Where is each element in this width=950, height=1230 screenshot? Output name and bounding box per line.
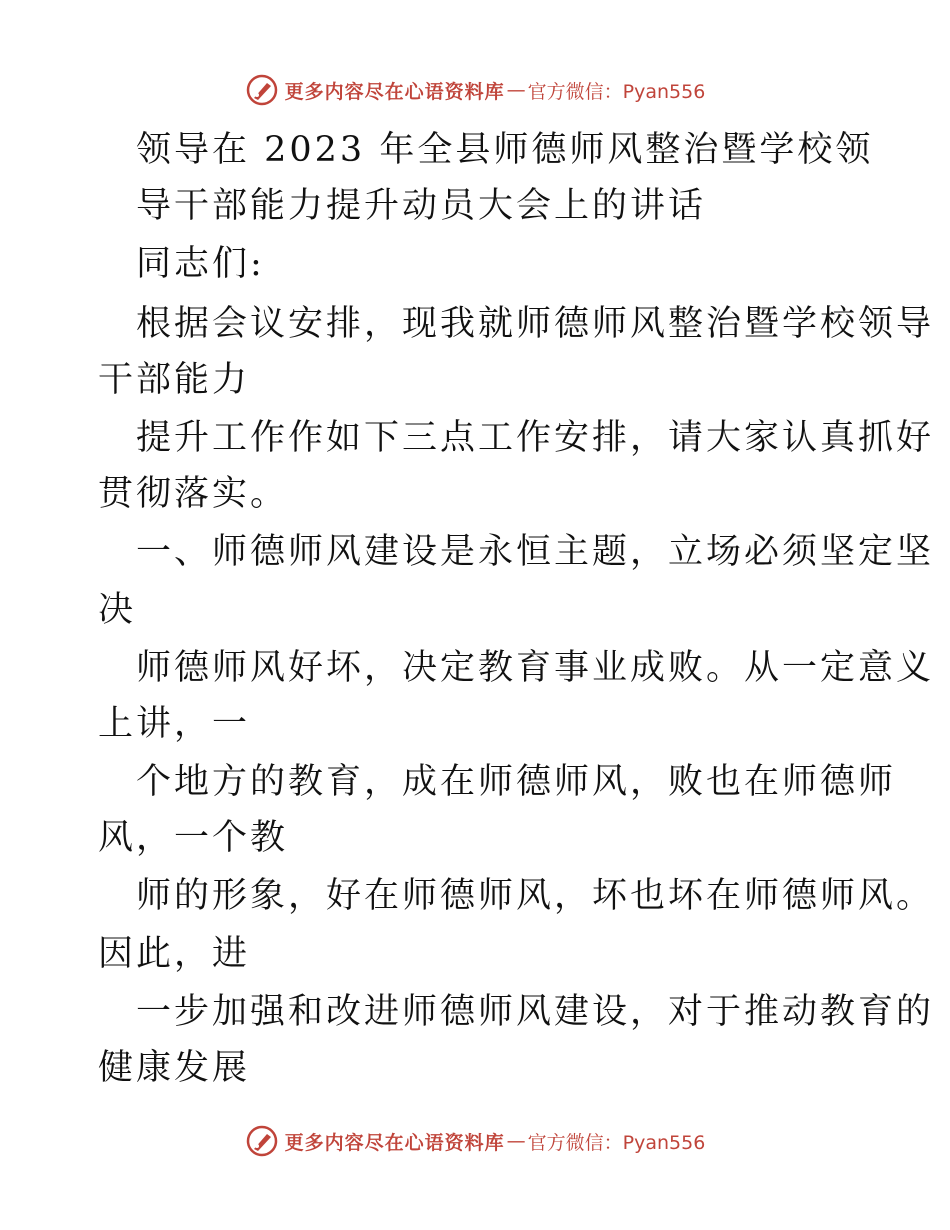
watermark-text: 更多内容尽在心语资料库 [284, 80, 505, 103]
body-line: 贯彻落实。 [98, 474, 289, 514]
body-line: 一、师德师风建设是永恒主题，立场必须坚定坚 [136, 532, 935, 572]
body-line: 根据会议安排，现我就师德师风整治暨学校领导 [136, 304, 935, 344]
body-line: 一步加强和改进师德师风建设，对于推动教育的 [136, 992, 935, 1032]
pen-nib-logo-icon [245, 73, 279, 107]
body-line: 提升工作作如下三点工作安排，请大家认真抓好 [136, 418, 935, 458]
body-line: 健康发展 [98, 1048, 251, 1088]
salutation: 同志们: [136, 244, 265, 284]
watermark-separator: — [506, 79, 526, 101]
watermark-contact: 官方微信：Pyan556 [527, 1131, 706, 1154]
document-title-line-2: 导干部能力提升动员大会上的讲话 [136, 186, 707, 226]
watermark-text: 更多内容尽在心语资料库 [284, 1131, 505, 1154]
document-title-line-1: 领导在 2023 年全县师德师风整治暨学校领 [136, 130, 874, 170]
watermark-footer [0, 1121, 950, 1161]
body-line: 风，一个教 [98, 818, 289, 858]
watermark-separator: — [506, 1130, 526, 1152]
body-line: 个地方的教育，成在师德师风，败也在师德师 [136, 762, 897, 802]
body-line: 因此，进 [98, 934, 251, 974]
body-line: 上讲，一 [98, 704, 251, 744]
pen-nib-logo-icon [245, 1124, 279, 1158]
watermark-contact: 官方微信：Pyan556 [527, 80, 706, 103]
body-line: 师德师风好坏，决定教育事业成败。从一定意义 [136, 648, 935, 688]
watermark-header [0, 70, 950, 110]
body-line: 决 [98, 590, 137, 630]
body-line: 干部能力 [98, 360, 251, 400]
body-line: 师的形象，好在师德师风，坏也坏在师德师风。 [136, 876, 935, 916]
